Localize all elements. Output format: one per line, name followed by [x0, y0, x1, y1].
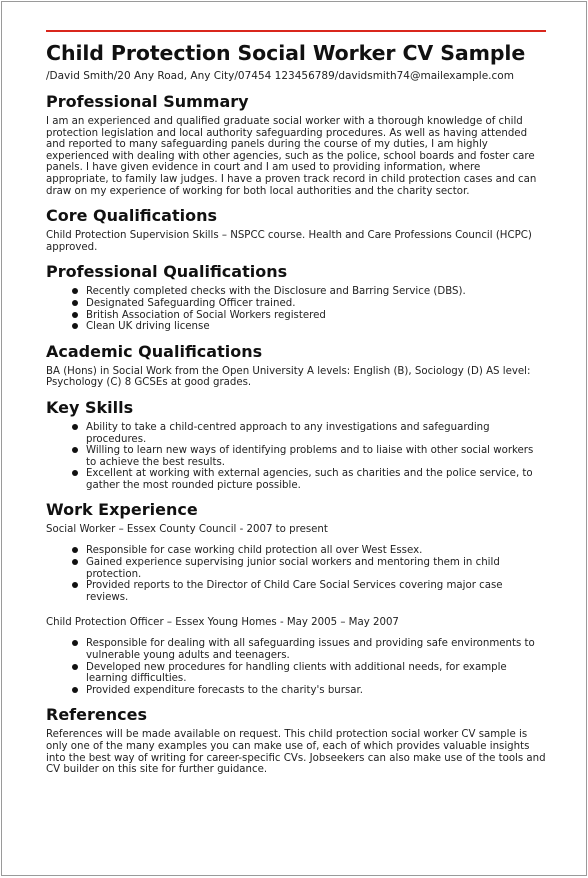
section-core-qualifications [46, 206, 546, 253]
section-professional-qualifications [46, 262, 546, 332]
section-academic-qualifications [46, 342, 546, 389]
title-accent-rule [46, 30, 546, 32]
section-references [46, 705, 546, 775]
list-item: Responsible for dealing with all safeguarding issues and providing safe environments to vulnerable young adults and teenagers. [86, 638, 546, 661]
section-heading: Work Experience [46, 500, 198, 520]
job-duties-list [46, 638, 546, 696]
section-heading: Academic Qualifications [46, 341, 263, 361]
section-heading: Key Skills [46, 397, 134, 417]
professional-qualifications-list [46, 286, 546, 332]
list-item: Clean UK driving license [86, 321, 546, 333]
references-text: References will be made available on request. This child protection social worker CV sample is only one of the many examples you can make use of, each of which provides valuable insights into the best way of writing for career-specific CVs. Jobseekers can also make use of the tools and CV builder on this site for further guidance. [46, 729, 546, 776]
section-work-experience [46, 500, 546, 696]
section-key-skills [46, 398, 546, 492]
section-heading: References [46, 705, 147, 725]
list-item: Recently completed checks with the Disclosure and Barring Service (DBS). [86, 286, 546, 298]
section-heading: Professional Summary [46, 92, 249, 111]
list-item: Ability to take a child-centred approach to any investigations and safeguarding procedures. [86, 422, 546, 445]
list-item: Responsible for case working child protection all over West Essex. [86, 545, 546, 557]
cv-title: Child Protection Social Worker CV Sample [46, 41, 526, 65]
academic-qualifications-text: BA (Hons) in Social Work from the Open University A levels: English (B), Sociology (D) AS level: Psychology (C) 8 GCSEs at good grades. [46, 365, 531, 389]
list-item: Provided reports to the Director of Child Care Social Services covering major case reviews. [86, 580, 546, 603]
cv-page [1, 1, 587, 876]
job-duties-list [46, 545, 546, 603]
list-item: Designated Safeguarding Officer trained. [86, 298, 546, 310]
job-title: Child Protection Officer – Essex Young Homes - May 2005 – May 2007 [46, 617, 399, 629]
list-item: Developed new procedures for handling clients with additional needs, for example learning difficulties. [86, 662, 546, 685]
list-item: Willing to learn new ways of identifying problems and to liaise with other social workers to achieve the best results. [86, 445, 546, 468]
contact-line: /David Smith/20 Any Road, Any City/07454 123456789/davidsmith74@mailexample.com [46, 70, 514, 82]
key-skills-list [46, 422, 546, 492]
section-professional-summary [46, 92, 546, 197]
list-item: Gained experience supervising junior social workers and mentoring them in child protection. [86, 557, 546, 580]
section-heading: Core Qualifications [46, 206, 217, 226]
job-title: Social Worker – Essex County Council - 2007 to present [46, 524, 328, 536]
section-heading: Professional Qualifications [46, 262, 288, 282]
list-item: Provided expenditure forecasts to the charity's bursar. [86, 685, 546, 697]
list-item: Excellent at working with external agencies, such as charities and the police service, to gather the most rounded picture possible. [86, 468, 546, 491]
cv-content [46, 38, 546, 776]
summary-text: I am an experienced and qualified graduate social worker with a thorough knowledge of child protection legislation and local authority safeguarding procedures. As well as having attended and reported to many safeguarding panels during the course of my duties, I am highly experienced with dealing with other agencies, such as the police, school boards and foster care panels. I have given evidence in court and I am used to providing information, where appropriate, to family law judges. I have a proven track record in child protection cases and can draw on my experience of working for both local authorities and the charity sector. [46, 116, 537, 197]
core-qualifications-text: Child Protection Supervision Skills – NSPCC course. Health and Care Professions Council (HCPC) approved. [46, 230, 532, 253]
list-item: British Association of Social Workers registered [86, 310, 546, 322]
